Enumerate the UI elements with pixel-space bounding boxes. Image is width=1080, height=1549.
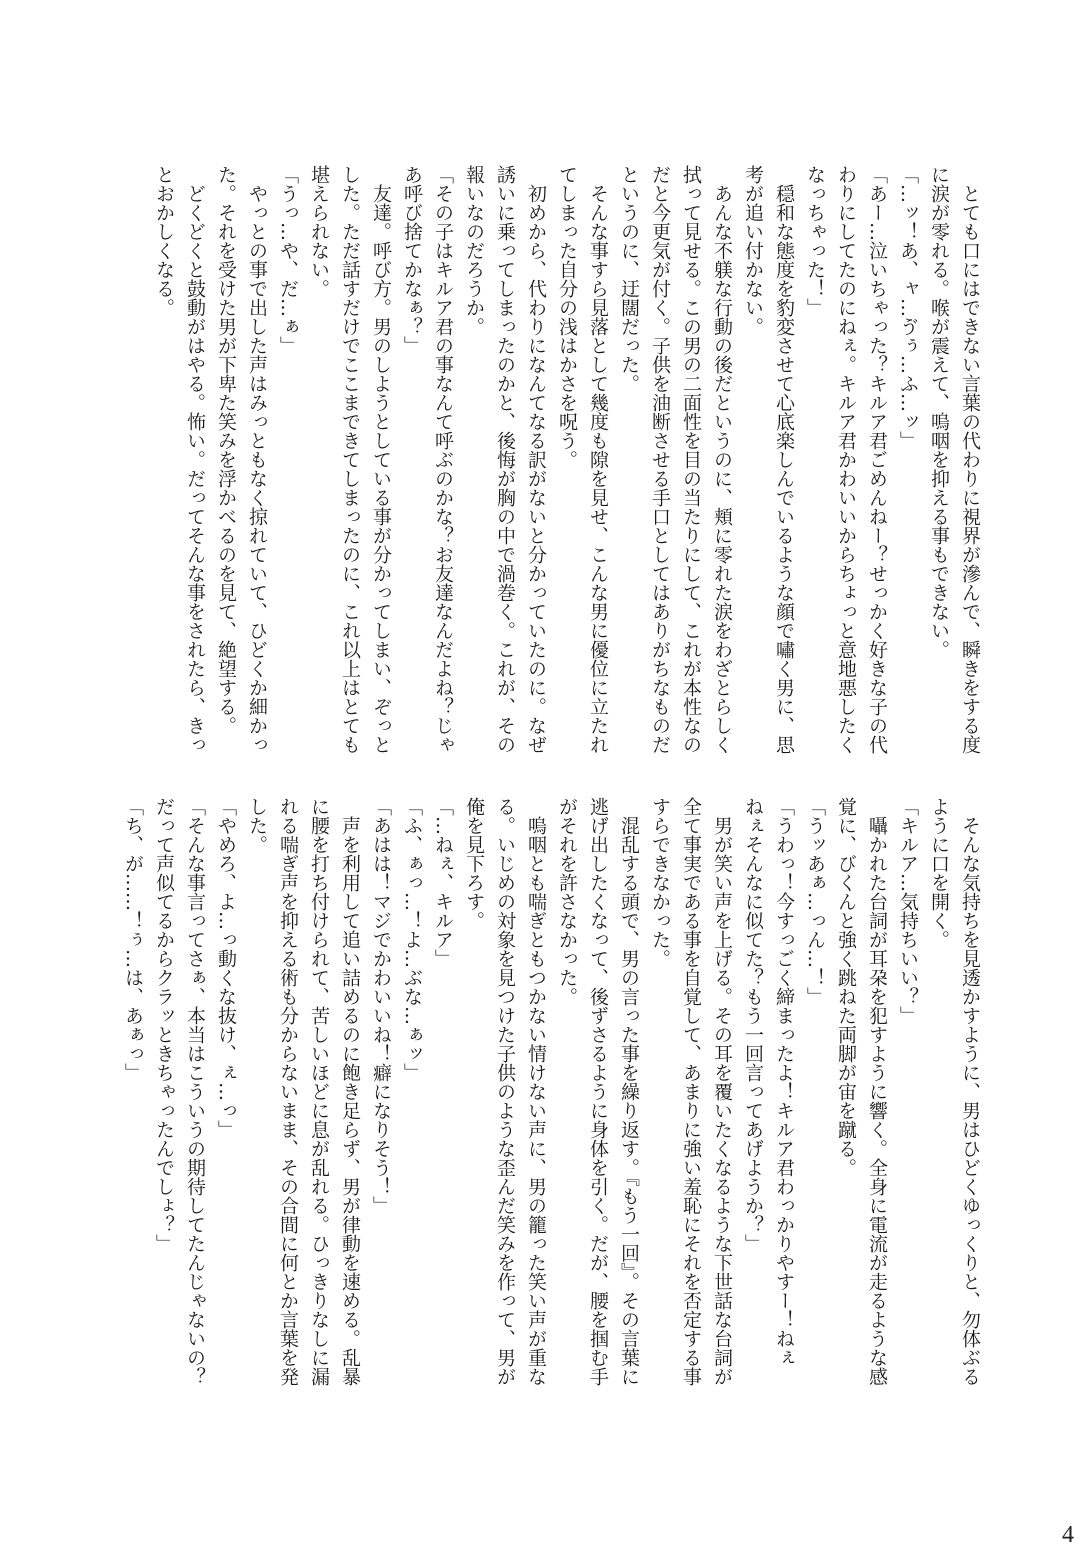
- text-line: どくどくと鼓動がはやる。怖い。だってそんな事をされたら、きっ: [184, 165, 206, 754]
- text-line: 嗚咽とも喘ぎともつかない情けない声に、男の籠った笑い声が重な: [525, 797, 547, 1386]
- text-block-bottom: [117, 797, 985, 1386]
- text-line: 「うっ…や、だ…ぁ」: [277, 165, 299, 355]
- text-block-top: [148, 165, 985, 754]
- text-line: 堪えられない。: [308, 165, 330, 298]
- text-line: わりにしてたのにねぇ。キルア君かわいいからちょっと意地悪したく: [835, 165, 857, 754]
- text-line: 俺を見下ろす。: [463, 797, 485, 930]
- text-line: 考が追い付かない。: [742, 165, 764, 336]
- text-line: る。いじめの対象を見つけた子供のような歪んだ笑みを作って、男が: [494, 797, 516, 1386]
- text-line: 全て事実である事を自覚して、あまりに強い羞恥にそれを否定する事: [680, 797, 702, 1386]
- text-line: がそれを許さなかった。: [556, 797, 578, 1006]
- text-line: あんな不躾な行動の後だというのに、頬に零れた涙をわざとらしく: [711, 165, 733, 754]
- text-line: とても口にはできない言葉の代わりに視界が滲んで、瞬きをする度: [959, 165, 981, 754]
- text-line: 初めから、代わりになんてなる訳がないと分かっていたのに。なぜ: [525, 165, 547, 754]
- text-line: 「…ねぇ、キルア」: [432, 797, 454, 968]
- text-line: 男が笑い声を上げる。その耳を覆いたくなるような下世話な台詞が: [711, 797, 733, 1386]
- text-line: とおかしくなる。: [153, 165, 175, 317]
- text-line: 「うわっ！今すっごく締まったよ！キルア君わっかりやすー！ねぇ: [773, 797, 795, 1367]
- text-line: なっちゃった！」: [804, 165, 826, 317]
- text-line: 混乱する頭で、男の言った事を繰り返す。『もう一回』。その言葉に: [618, 797, 640, 1386]
- page-number: 4: [1062, 1522, 1074, 1548]
- text-line: に腰を打ち付けられて、苦しいほどに息が乱れる。ひっきりなしに漏: [308, 797, 330, 1386]
- text-line: した。: [246, 797, 268, 854]
- text-line: 「その子はキルア君の事なんて呼ぶのかな？お友達なんだよね？じゃ: [432, 165, 454, 754]
- text-line: だって声似てるからクラッときちゃったんでしょ？」: [153, 797, 175, 1253]
- text-line: 拭って見せる。この男の二面性を目の当たりにして、これが本性なの: [680, 165, 702, 754]
- text-line: 「あはは！マジでかわいいね！癖になりそう！」: [370, 797, 392, 1215]
- text-line: ように口を開く。: [928, 797, 950, 949]
- text-line: 覚に、びくんと強く跳ねた両脚が宙を蹴る。: [835, 797, 857, 1177]
- text-line: 報いなのだろうか。: [463, 165, 485, 336]
- text-line: に涙が零れる。喉が震えて、嗚咽を抑える事もできない。: [928, 165, 950, 659]
- text-line: てしまった自分の浅はかさを呪う。: [556, 165, 578, 469]
- text-line: ねぇそんなに似てた？もう一回言ってあげようか？」: [742, 797, 764, 1253]
- text-line: した。ただ話すだけでここまできてしまったのに、これ以上はとても: [339, 165, 361, 754]
- text-line: 「やめろ、よ…っ動くな抜け、ぇ…っ」: [215, 797, 237, 1139]
- text-line: 友達。呼び方。男のしようとしている事が分かってしまい、ぞっと: [370, 165, 392, 754]
- text-line: だと今更気が付く。子供を油断させる手口としてはありがちなものだ: [649, 165, 671, 754]
- text-line: た。それを受けた男が下卑た笑みを浮かべるのを見て、絶望する。: [215, 165, 237, 735]
- text-line: 「…ッ！あ、ャ…ゔぅ…ふ…ッ」: [897, 165, 919, 450]
- text-line: 「ち、が……！ぅ…は、あぁっ」: [122, 797, 144, 1082]
- text-line: やっとの事で出した声はみっともなく掠れていて、ひどくか細かっ: [246, 165, 268, 754]
- text-line: 誘いに乗ってしまったのかと、後悔が胸の中で渦巻く。これが、その: [494, 165, 516, 754]
- text-line: 声を利用して追い詰めるのに飽き足らず、男が律動を速める。乱暴: [339, 797, 361, 1386]
- text-line: というのに、迂闊だった。: [618, 165, 640, 393]
- text-line: そんな事すら見落として幾度も隙を見せ、こんな男に優位に立たれ: [587, 165, 609, 754]
- text-line: 「あー…泣いちゃった？キルア君ごめんねー？せっかく好きな子の代: [866, 165, 888, 754]
- text-line: すらできなかった。: [649, 797, 671, 968]
- text-line: 「キルア…気持ちいい？」: [897, 797, 919, 1025]
- text-line: れる喘ぎ声を抑える術も分からないまま、その合間に何とか言葉を発: [277, 797, 299, 1386]
- text-line: 囁かれた台詞が耳朶を犯すように響く。全身に電流が走るような感: [866, 797, 888, 1386]
- text-line: 穏和な態度を豹変させて心底楽しんでいるような顔で嘯く男に、思: [773, 165, 795, 754]
- text-line: 「そんな事言ってさぁ、本当はこういうの期待してたんじゃないの？: [184, 797, 206, 1386]
- text-line: 「うッあぁ…っん…！」: [804, 797, 826, 1006]
- text-line: 逃げ出したくなって、後ずさるように身体を引く。だが、腰を掴む手: [587, 797, 609, 1386]
- text-line: あ呼び捨てかなぁ？」: [401, 165, 423, 355]
- text-line: 「ふ、ぁっ…！よ…ぶな…ぁッ」: [401, 797, 423, 1082]
- text-line: そんな気持ちを見透かすように、男はひどくゆっくりと、勿体ぶる: [959, 797, 981, 1386]
